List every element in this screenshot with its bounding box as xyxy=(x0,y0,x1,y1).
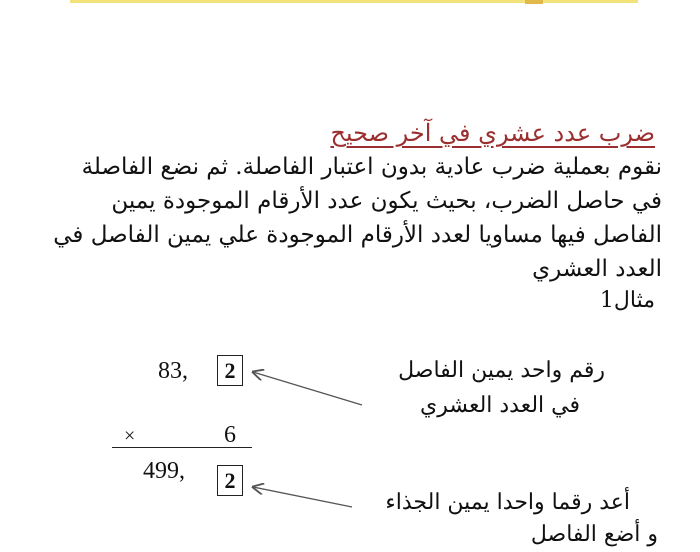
lesson-heading: ضرب عدد عشري في آخر صحيح xyxy=(330,119,655,147)
multiply-operator: × xyxy=(124,425,136,447)
multiplicand-decimal-box: 2 xyxy=(217,355,243,386)
arrow-1 xyxy=(253,372,362,405)
note-1-line-2: في العدد العشري xyxy=(419,393,580,418)
lesson-paragraph: نقوم بعملية ضرب عادية بدون اعتبار الفاصلة. ثم نضع الفاصلة في حاصل الضرب، بحيث يكون عدد الأرقام الموجودة يمين الفاصل فيها مساويا لعدد الأرقام الموجودة علي يمين الفاصل في العدد العشري xyxy=(53,154,662,282)
product-integer: 499, xyxy=(143,458,185,484)
note-2-line-2: و أضع الفاصل xyxy=(530,522,658,547)
product-decimal-box: 2 xyxy=(217,465,243,496)
arrow-2 xyxy=(253,487,352,507)
multiplicand-integer: 83, xyxy=(158,358,188,384)
note-1-line-1: رقم واحد يمين الفاصل xyxy=(398,358,605,383)
example-label: مثال1 xyxy=(599,288,655,313)
note-2-line-1: أعد رقما واحدا يمين الجذاء xyxy=(385,490,630,515)
multiplier: 6 xyxy=(224,422,236,448)
